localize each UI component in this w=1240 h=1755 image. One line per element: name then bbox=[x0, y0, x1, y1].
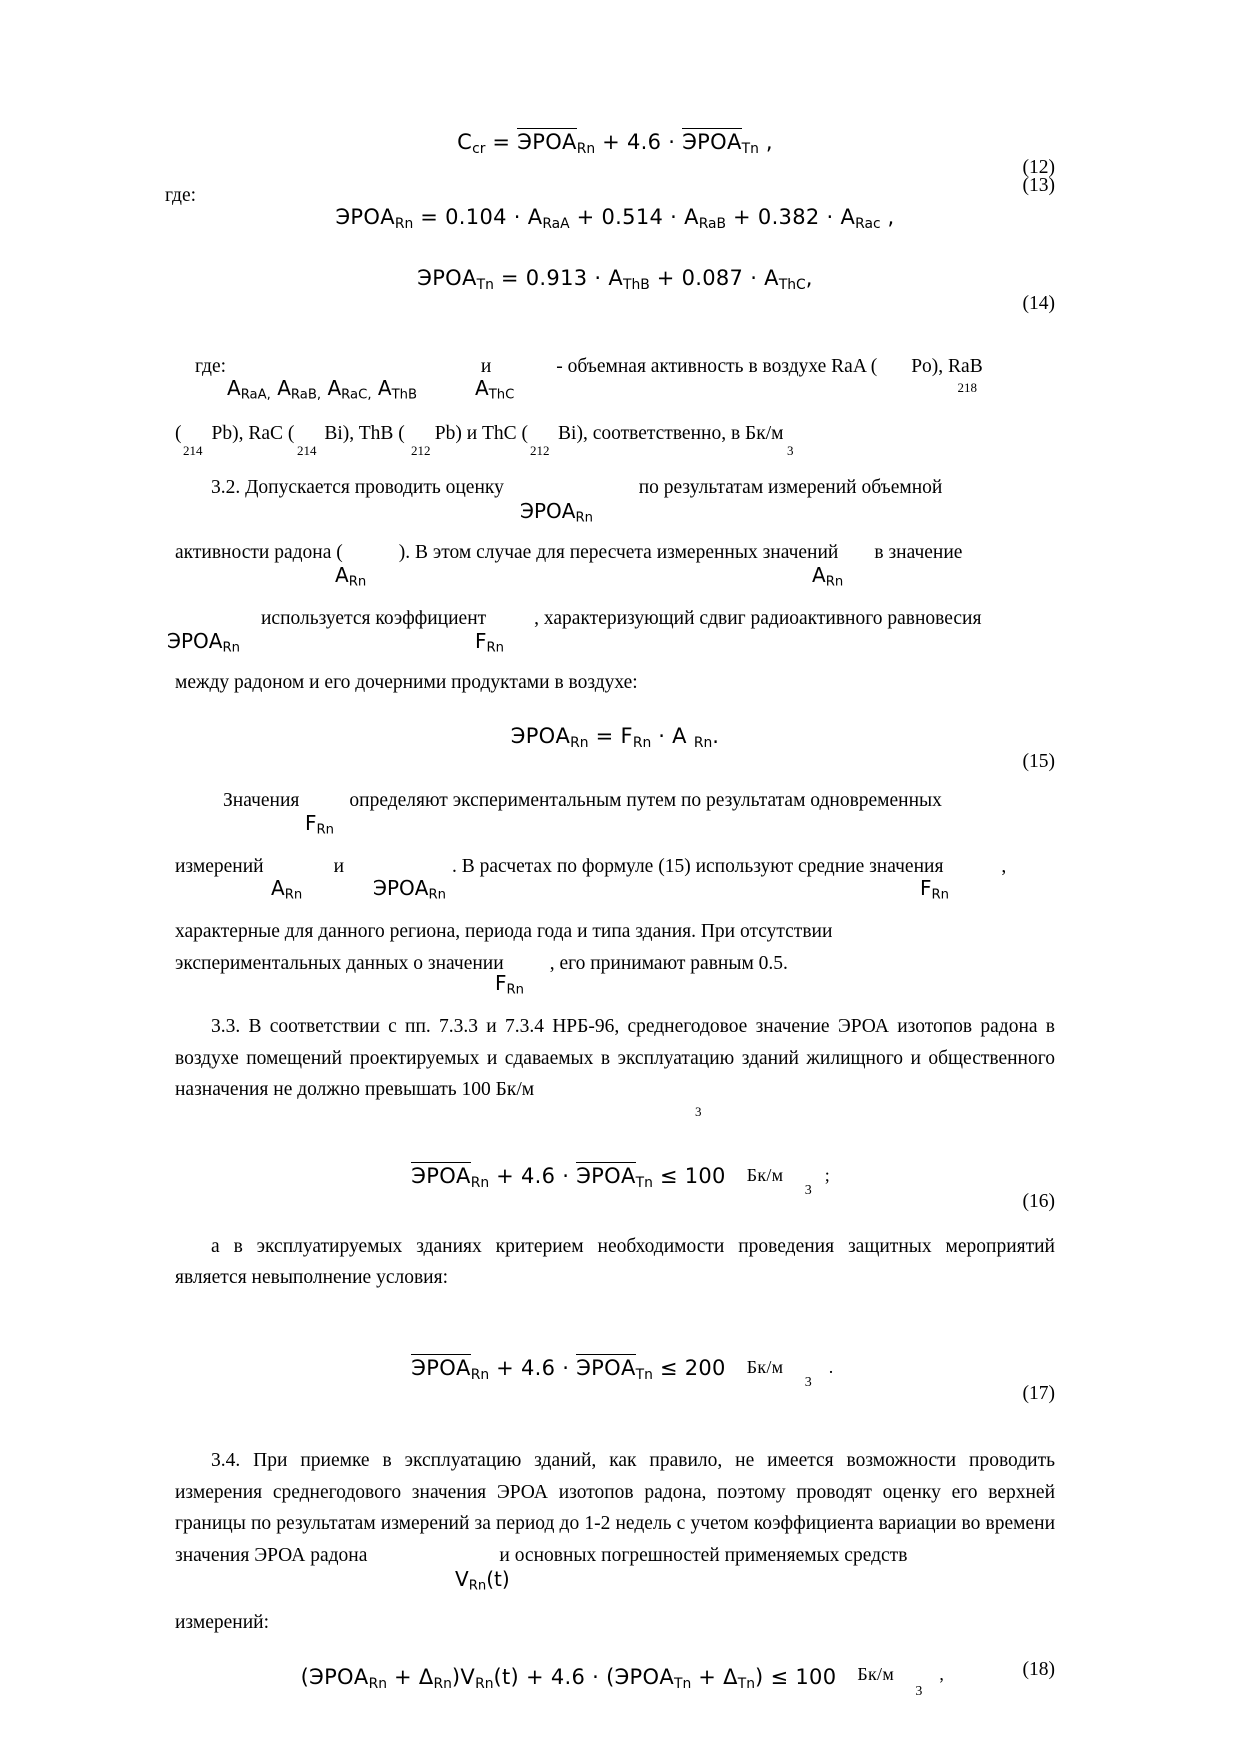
clause-3-4-text-a: 3.4. При приемке в эксплуатацию зданий, как правило, не имеется возможности проводить измерения среднегодового значения ЭРОА изотопов радона, поэтому проводят оценку его верхней границы по результатам измерений за период до 1-2 недель с учетом коэффициента вариации во времени значения ЭРОА радона bbox=[175, 1449, 1055, 1566]
equation-row-18 bbox=[175, 1658, 1055, 1699]
conjunction-and: и bbox=[480, 355, 492, 377]
clause-3-2-text-f: используется коэффициент bbox=[261, 607, 487, 629]
equation-12: $C_{cr}$ = $ЭРОА_{Rn} + 4.6$ · $ЭРОА_{Tn}$ , bbox=[457, 130, 773, 157]
symbol-line-ERAO-F-Rn: $ЭРОА_{Rn}$ $F_{Rn}$ bbox=[167, 628, 505, 656]
isotope-mass-212a: 212 bbox=[411, 443, 431, 459]
equation-14: $ЭРОА_{Tn} = 0.913 \cdot A_{ThB} + 0.087 \cdot A_{ThC}$, bbox=[417, 265, 813, 293]
clause-3-2-text-c: активности радона ( bbox=[175, 542, 343, 564]
definition-pb-rac: Pb), RaC ( bbox=[211, 423, 295, 445]
clause-3-2-text-g: , характеризующий сдвиг радиоактивного равновесия bbox=[534, 607, 982, 629]
document-body bbox=[165, 130, 1055, 1699]
definition-po: Po), RaB bbox=[911, 355, 983, 377]
unit-exponent-4: 3 bbox=[804, 1375, 813, 1391]
equation-row-14 bbox=[175, 265, 1055, 314]
definition-bi-units: Bi), соответственно, в Бк/м bbox=[558, 423, 784, 445]
clause-3-3-text: 3.3. В соответствии с пп. 7.3.3 и 7.3.4 НРБ-96, среднегодовое значение ЭРОА изотопов радона в воздухе помещений проектируемых и сдаваемых в эксплуатацию зданий жилищного и общественного назначения не должно превышать 100 Бк/м bbox=[175, 1016, 1055, 1101]
isotope-mass-218: 218 bbox=[957, 380, 977, 396]
paragraph-3-4-line2: измерений: bbox=[175, 1612, 269, 1634]
clause-3-2-text-b: по результатам измерений объемной bbox=[638, 476, 943, 498]
equation-number-17: (17) bbox=[1022, 1382, 1055, 1404]
paragraph-3-2-line1 bbox=[175, 472, 1055, 504]
isotope-mass-212b: 212 bbox=[530, 443, 550, 459]
equation-18: $(ЭРОА_{Rn} + \Delta_{Rn})V_{Rn}(t) + 4.6$ · $(ЭРОА_{Tn} + \Delta_{Tn}) \le 100$ Бк/м 3 , bbox=[300, 1663, 945, 1699]
equation-row-15 bbox=[175, 724, 1055, 772]
symbol-line-ERAO-Rn-1: $ЭРОА_{Rn}$ bbox=[520, 499, 593, 527]
values-text-d: и bbox=[333, 855, 345, 877]
paragraph-definitions-2: ( Pb), RaC ( Bi), ThB ( Pb) и ThC ( Bi), соответственно, в Бк/м 214 214 212 212 3 bbox=[175, 418, 1055, 450]
paragraph-3-2-line4: между радоном и его дочерними продуктами в воздухе: bbox=[175, 671, 638, 693]
equation-row-16 bbox=[175, 1164, 1055, 1212]
paragraph-3-2-line2 bbox=[175, 537, 1055, 569]
values-text-h: экспериментальных данных о значении bbox=[175, 952, 504, 974]
unit-bk-m-3: Бк/м bbox=[857, 1663, 895, 1684]
isotope-mass-214a: 214 bbox=[183, 443, 203, 459]
values-text-c: измерений bbox=[175, 855, 264, 877]
paragraph-3-3 bbox=[175, 1011, 1055, 1119]
unit-bk-m-1: Бк/м bbox=[746, 1165, 784, 1186]
equation-row-17 bbox=[175, 1356, 1055, 1404]
symbol-line-F-Rn-1: $F_{Rn}$ bbox=[305, 810, 335, 838]
clause-3-2-text-e: в значение bbox=[874, 542, 963, 564]
symbol-line-F-Rn-2: $F_{Rn}$ bbox=[495, 971, 525, 998]
unit-exponent-5: 3 bbox=[915, 1683, 923, 1699]
definition-text-1: - объемная активность в воздухе RaA ( bbox=[556, 355, 878, 377]
equation-13: $ЭРОА_{Rn} = 0.104 \cdot A_{RaA} + 0.514 \cdot A_{RaB} + 0.382 \cdot A_{Rac}$ , bbox=[335, 204, 895, 232]
values-text-e: . В расчетах по формуле (15) используют средние значения bbox=[452, 855, 944, 877]
equation-number-13: (13) bbox=[1022, 174, 1055, 196]
paragraph-values-line3: характерные для данного региона, периода года и типа здания. При отсутствии bbox=[175, 921, 833, 943]
equation-15: $ЭРОА_{Rn} = F_{Rn} \cdot A$ $_{Rn}$. bbox=[510, 724, 720, 751]
equation-number-16: (16) bbox=[1022, 1190, 1055, 1212]
isotope-mass-214b: 214 bbox=[297, 443, 317, 459]
paragraph-operating-buildings: а в эксплуатируемых зданиях критерием необходимости проведения защитных мероприятий является невыполнение условия: bbox=[175, 1235, 1055, 1289]
symbol-line-A-ERAO-F: $A_{Rn}$ $ЭРОА_{Rn}$ $F_{Rn}$ bbox=[271, 876, 950, 903]
unit-exponent-2: 3 bbox=[695, 1103, 702, 1119]
values-text-f: , bbox=[1001, 855, 1007, 877]
clause-3-2-text-a: 3.2. Допускается проводить оценку bbox=[211, 476, 504, 498]
clause-3-2-text-d: ). В этом случае для пересчета измеренных значений bbox=[398, 542, 839, 564]
symbol-line-A-list: $A_{RaA,}$ $A_{RaB,}$ $A_{RaC,}$ $A_{ThB}$ $A_{ThC}$ 218 bbox=[227, 376, 977, 403]
where-label-2: где: bbox=[195, 355, 227, 377]
paragraph-3-2-line3 bbox=[175, 603, 1055, 635]
unit-exponent-1: 3 bbox=[787, 443, 794, 459]
symbol-line-V-Rn-t: $V_{Rn}(t)$ bbox=[455, 1567, 510, 1594]
paragraph-3-4-line1 bbox=[175, 1445, 1055, 1571]
definition-bi-thb: Bi), ThB ( bbox=[324, 423, 405, 445]
paragraph-values-line4 bbox=[175, 948, 1055, 980]
equation-row-12 bbox=[175, 130, 1055, 178]
values-text-b: определяют экспериментальным путем по результатам одновременных bbox=[349, 789, 942, 811]
unit-bk-m-2: Бк/м bbox=[746, 1357, 784, 1378]
definition-pb-thc: Pb) и ThC ( bbox=[434, 423, 529, 445]
clause-3-4-text-b: и основных погрешностей применяемых средств bbox=[499, 1544, 908, 1566]
equation-number-12: (12) bbox=[1022, 156, 1055, 178]
equation-number-14: (14) bbox=[1022, 292, 1055, 314]
equation-number-15: (15) bbox=[1022, 750, 1055, 772]
values-text-i: , его принимают равным 0.5. bbox=[549, 952, 788, 974]
equation-16: $ЭРОА_{Rn} + 4.6$ · $ЭРОА_{Tn} \le 100$ Бк/м 3 ; bbox=[411, 1164, 831, 1199]
symbol-line-A-Rn-1: $A_{Rn}$ $A_{Rn}$ bbox=[335, 562, 844, 590]
equation-number-18: (18) bbox=[1022, 1658, 1055, 1680]
equation-row-13 bbox=[165, 174, 1055, 232]
equation-17: $ЭРОА_{Rn} + 4.6$ · $ЭРОА_{Tn} \le 200$ Бк/м 3 . bbox=[411, 1356, 834, 1391]
unit-exponent-3: 3 bbox=[804, 1183, 813, 1199]
values-text-a: Значения bbox=[223, 789, 300, 811]
where-label-1: где: bbox=[165, 184, 197, 206]
